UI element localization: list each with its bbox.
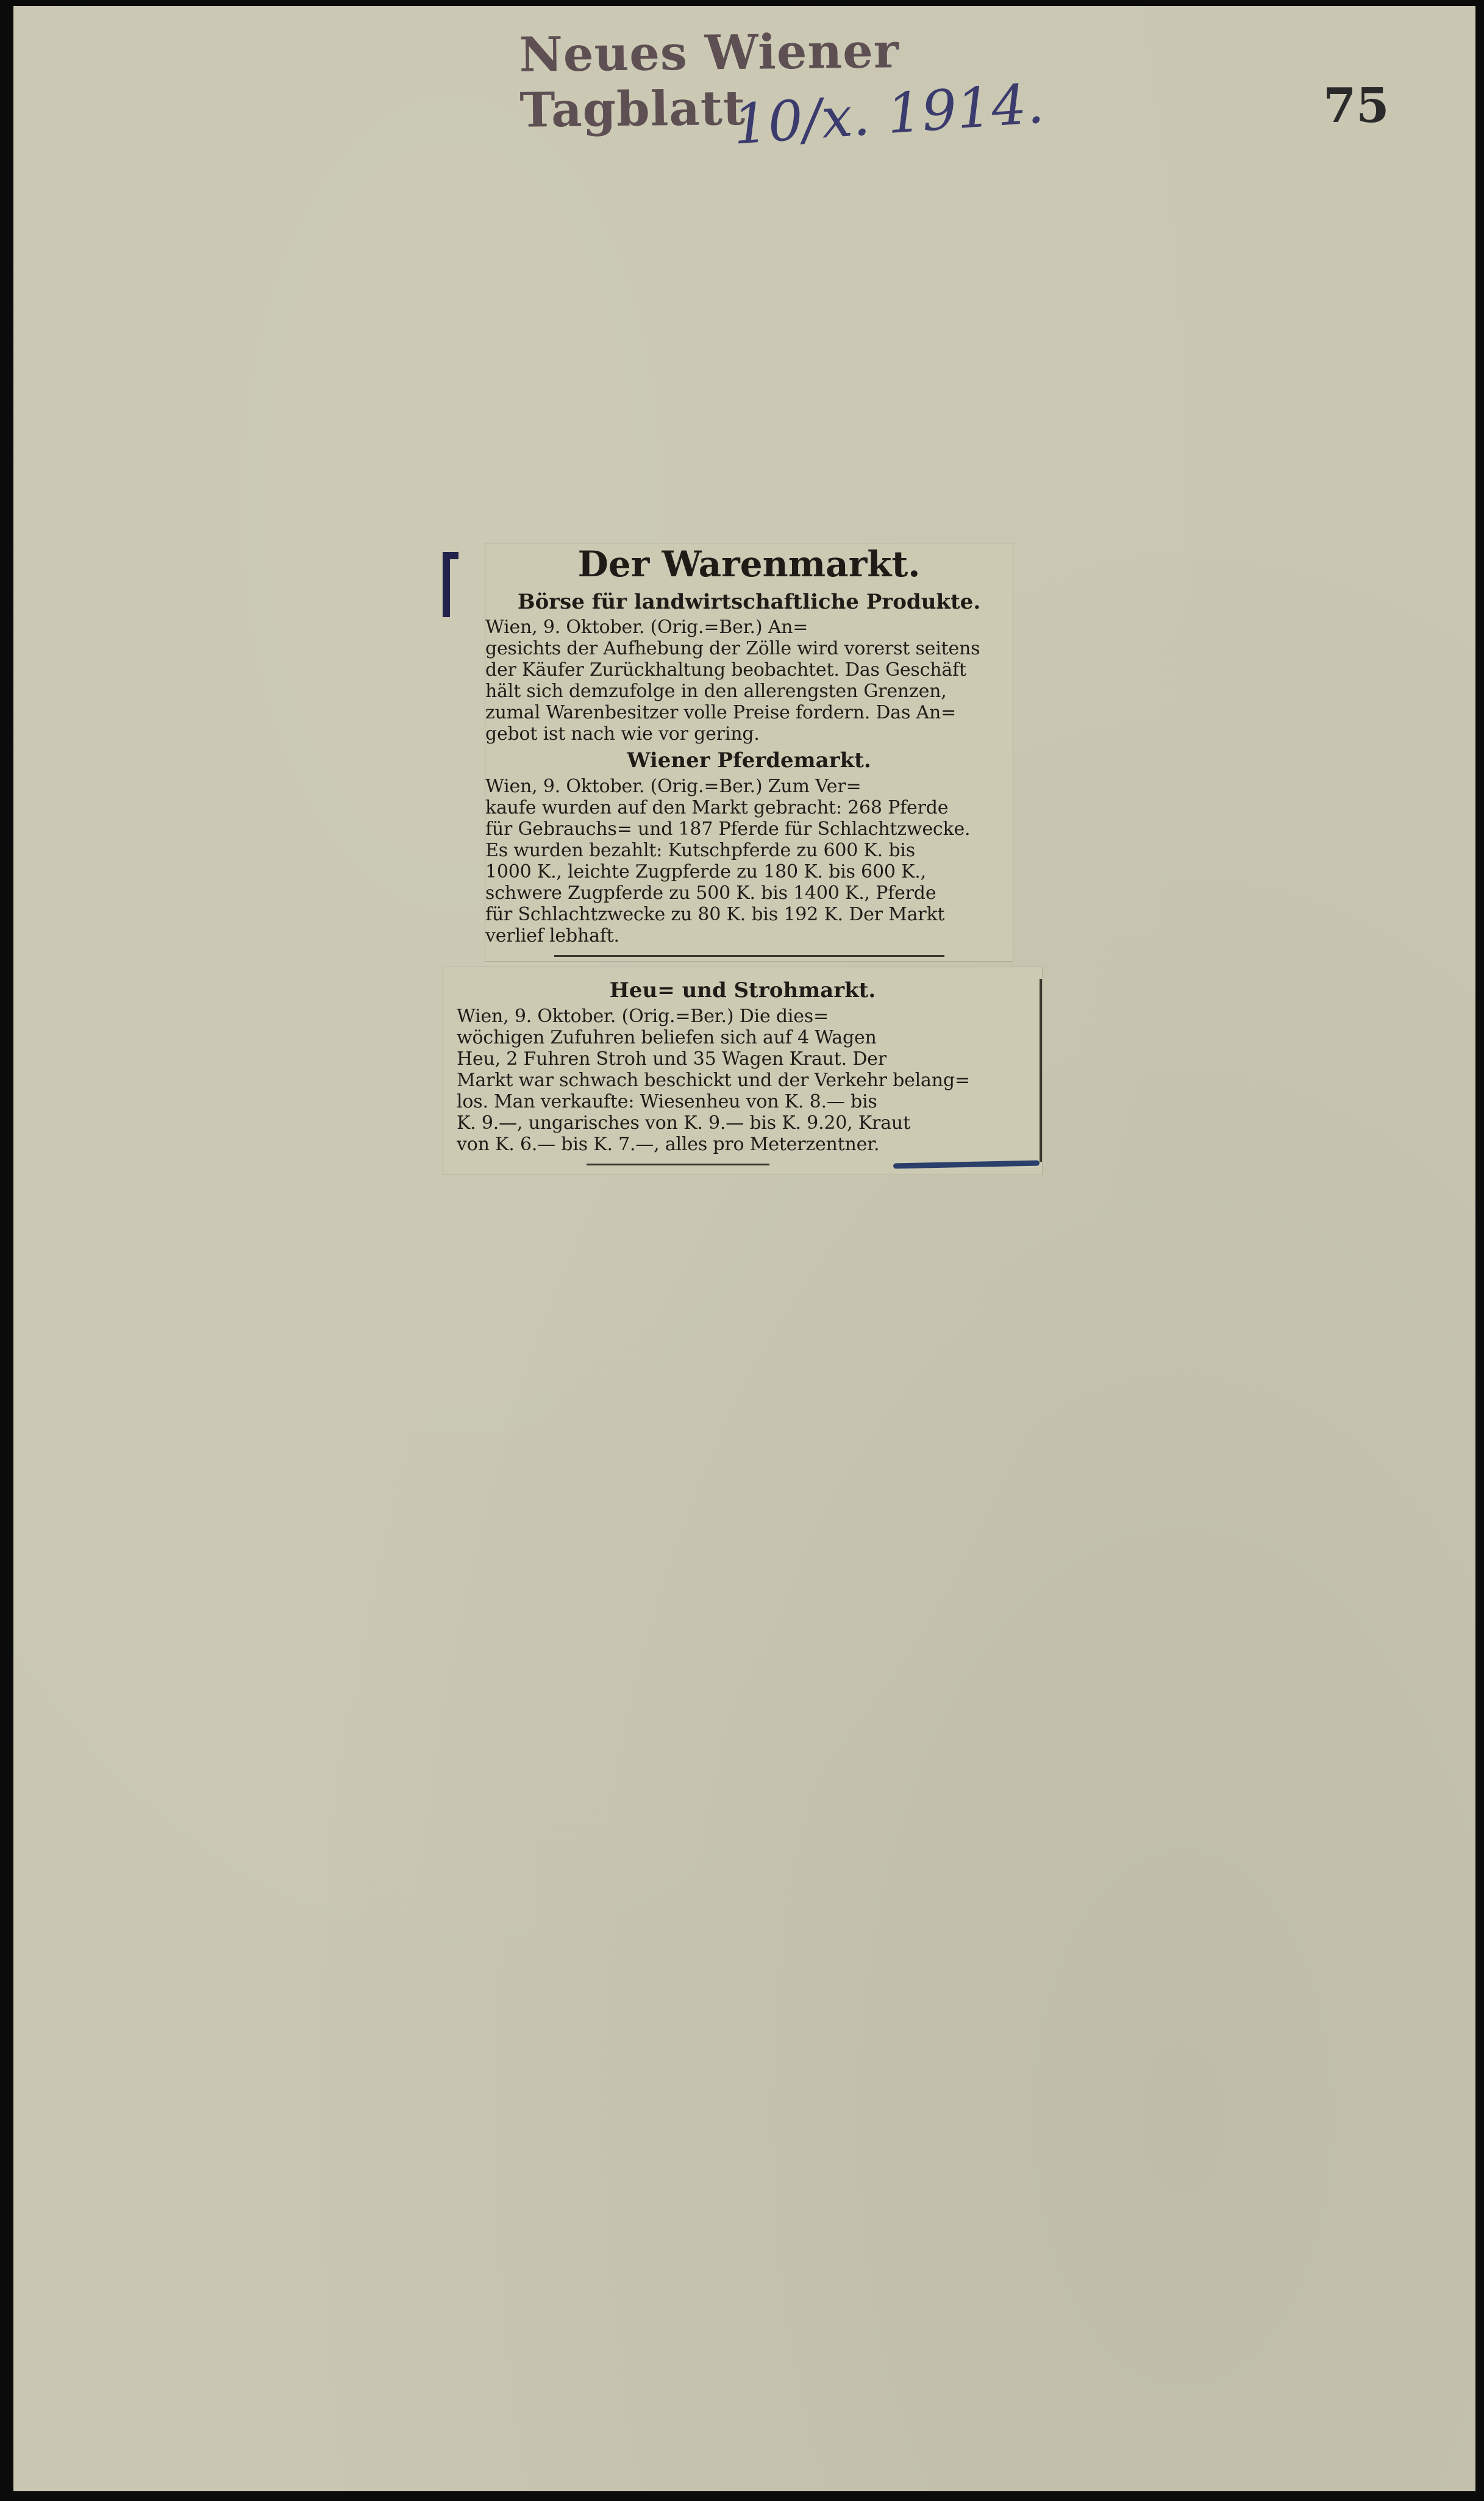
archive-sheet [13,6,1475,2491]
separator-rule [554,955,944,957]
text-line: wöchigen Zufuhren beliefen sich auf 4 Wagen [457,1026,877,1048]
text-line: für Schlachtzwecke zu 80 K. bis 192 K. Der Markt [485,904,945,926]
clipping-heu-strohmarkt [443,967,1043,1175]
text-line: 1000 K., leichte Zugpferde zu 180 K. bis 600 K., [485,861,926,883]
section-text-heumarkt [443,1006,1042,1155]
section-heading-pferdemarkt: Wiener Pferdemarkt. [627,748,871,773]
text-line: Wien, 9. Oktober. (Orig.=Ber.) Zum Ver= [485,776,862,798]
text-line: zumal Warenbesitzer volle Preise fordern. Das An= [485,702,957,724]
text-line: los. Man verkaufte: Wiesenheu von K. 8.— bis [457,1090,877,1112]
text-line: verlief lebhaft. [485,925,619,947]
section-text-pferdemarkt [485,776,1013,946]
blue-pencil-bracket [443,552,458,617]
section-text-boerse [485,617,1013,745]
margin-line [1040,979,1042,1162]
separator-rule [587,1164,769,1165]
text-line: Wien, 9. Oktober. (Orig.=Ber.) Die dies= [457,1005,829,1027]
text-line: Es wurden bezahlt: Kutschpferde zu 600 K. bis [485,840,915,862]
text-line: der Käufer Zurückhaltung beobachtet. Das Geschäft [485,659,966,681]
clipping-warenmarkt [485,543,1013,962]
folio-number: 75 [1323,78,1389,134]
text-line: Markt war schwach beschickt und der Verkehr belang= [457,1069,970,1091]
section-heading-heumarkt: Heu= und Strohmarkt. [609,978,876,1003]
text-line: kaufe wurden auf den Markt gebracht: 268 Pferde [485,797,949,819]
text-line: hält sich demzufolge in den allerengsten Grenzen, [485,681,947,703]
text-line: von K. 6.— bis K. 7.—, alles pro Meterzentner. [457,1133,880,1155]
section-heading-boerse: Börse für landwirtschaftliche Produkte. [517,589,981,614]
text-line: Wien, 9. Oktober. (Orig.=Ber.) An= [485,617,808,639]
text-line: gebot ist nach wie vor gering. [485,723,760,745]
clipping-title: Der Warenmarkt. [577,543,921,585]
text-line: K. 9.—, ungarisches von K. 9.— bis K. 9.20, Kraut [457,1112,910,1134]
newspaper-stamp: Neues Wiener Tagblatt [519,23,900,138]
text-line: für Gebrauchs= und 187 Pferde für Schlachtzwecke. [485,818,971,840]
text-line: gesichts der Aufhebung der Zölle wird vorerst seitens [485,638,980,660]
text-line: Heu, 2 Fuhren Stroh und 35 Wagen Kraut. Der [457,1048,886,1070]
handwritten-date: 10/x. 1914. [730,71,1046,157]
text-line: schwere Zugpferde zu 500 K. bis 1400 K., Pferde [485,882,936,904]
